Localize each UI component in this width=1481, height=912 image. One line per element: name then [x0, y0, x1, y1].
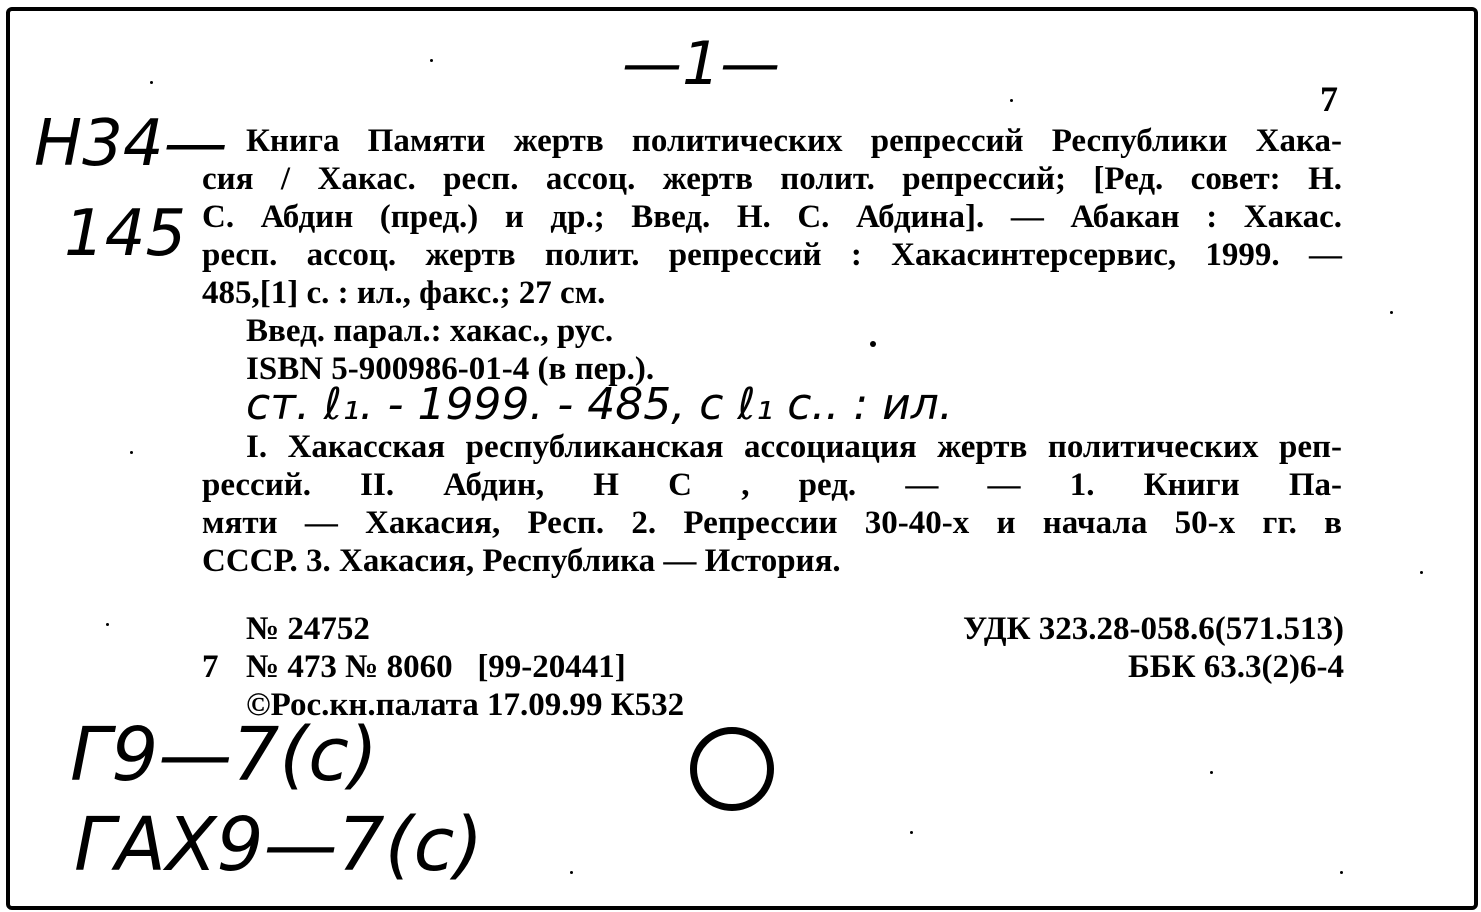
handwritten-correction: ст. ℓ₁. - 1999. - 485, с ℓ₁ с.. : ил.: [246, 379, 953, 430]
scan-speck: [570, 871, 573, 874]
scan-speck: [130, 451, 133, 454]
entry-line-3: С. Абдин (пред.) и др.; Введ. Н. С. Абдина]. — Абакан : Хакас.: [202, 199, 1342, 235]
entry-line-1: Книга Памяти жертв политических репрессий Республики Хака-: [246, 123, 1342, 159]
punch-hole: [690, 727, 774, 811]
scan-speck: [910, 831, 913, 834]
udk-code: УДК 323.28-058.6(571.513): [963, 611, 1344, 647]
scan-speck: [150, 81, 153, 84]
isbn: ISBN 5-900986-01-4 (в пер.).: [246, 351, 655, 387]
tracing-line-1: I. Хакасская республиканская ассоциация жертв политических реп-: [246, 429, 1342, 465]
book-chamber-line: ©Рос.кн.палата 17.09.99 К532: [246, 687, 685, 723]
margin-call-number-bottom: 145: [64, 197, 187, 271]
tracing-line-4: СССР. 3. Хакасия, Республика — История.: [202, 543, 841, 579]
side-mark: 7: [202, 649, 219, 685]
scan-speck: [1340, 871, 1343, 874]
scan-speck: [1390, 311, 1393, 314]
entry-line-5: 485,[1] с. : ил., факс.; 27 см.: [202, 275, 606, 311]
language-note: Введ. парал.: хакас., рус.: [246, 313, 614, 349]
numbers-line: № 473 № 8060 [99-20441]: [246, 649, 626, 685]
scan-speck: [430, 59, 433, 62]
catalog-card: [6, 7, 1478, 910]
handwritten-code-1: Г9—7(с): [70, 712, 378, 798]
margin-call-number-top: Н34—: [34, 107, 228, 181]
scan-speck: [1420, 571, 1423, 574]
entry-line-2: сия / Хакас. респ. ассоц. жертв полит. репрессий; [Ред. совет: Н.: [202, 161, 1342, 197]
scan-speck: [1010, 99, 1013, 102]
handwritten-page-mark: —1—: [622, 29, 781, 99]
tracing-line-2: рессий. II. Абдин, Н С , ред. — — 1. Книги Па-: [202, 467, 1342, 503]
bbk-code: ББК 63.3(2)6-4: [1127, 649, 1344, 685]
entry-line-4: респ. ассоц. жертв полит. репрессий : Хакасинтерсервис, 1999. —: [202, 237, 1342, 273]
registration-number: № 24752: [246, 611, 370, 647]
scan-speck: [1210, 771, 1213, 774]
scan-speck: [106, 623, 109, 626]
scan-speck: [870, 341, 876, 347]
page-number: 7: [1320, 79, 1338, 119]
tracing-line-3: мяти — Хакасия, Респ. 2. Репрессии 30-40-х и начала 50-х гг. в: [202, 505, 1342, 541]
handwritten-code-2: ГАХ9—7(с): [74, 802, 484, 888]
